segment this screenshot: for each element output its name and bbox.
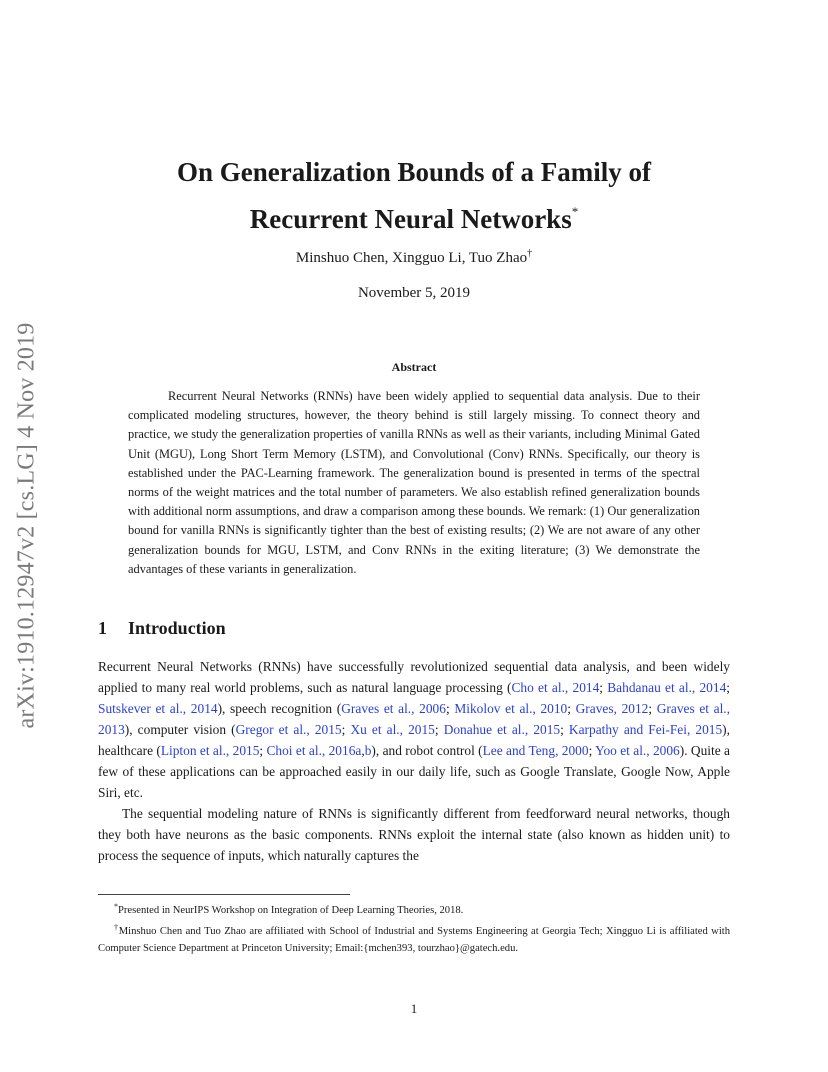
citation-link[interactable]: Gregor et al., 2015 <box>235 722 342 737</box>
citation-link[interactable]: Choi et al., 2016a <box>266 743 362 758</box>
author-list <box>98 248 730 267</box>
footnote-divider <box>98 894 350 895</box>
paragraph-2: The sequential modeling nature of RNNs is significantly different from feedforward neural networks, though they both have neurons as the basic components. RNNs exploit the internal state (also known as hidden unit) to process the sequence of inputs, which naturally captures the <box>98 806 730 863</box>
section-heading <box>98 618 226 639</box>
text-run: ; <box>434 722 444 737</box>
text-run: ; <box>560 722 569 737</box>
footnote-text: Minshuo Chen and Tuo Zhao are affiliated with School of Industrial and Systems Engineering at Georgia Tech; Xingguo Li is affiliated with Computer Science Department at Princeton University; Email:{mchen393, tourzhao}@gatech.edu. <box>98 926 731 954</box>
text-run: , <box>361 743 365 758</box>
text-run: ; <box>341 722 351 737</box>
footnote-2 <box>98 919 730 957</box>
arxiv-identifier-stamp <box>2 290 52 760</box>
paper-date: November 5, 2019 <box>357 285 471 301</box>
title-line-2 <box>98 192 730 239</box>
author-footnote-mark: † <box>527 248 533 259</box>
citation-link[interactable]: Karpathy and Fei-Fei, 2015 <box>568 722 723 737</box>
text-run: ; <box>259 743 267 758</box>
footnote-1 <box>98 898 730 919</box>
title-line-1: On Generalization Bounds of a Family of <box>176 157 652 187</box>
abstract-body: Recurrent Neural Networks (RNNs) have been widely applied to sequential data analysis. Due to their complicated modeling structures, however, the theory behind is still largely missing. To connect theory and practice, we study the generalization properties of vanilla RNNs as well as their variants, including Minimal Gated Unit (MGU), Long Short Term Memory (LSTM), and Convolutional (Conv) RNNs. Specifically, our theory is established under the PAC-Learning framework. The generalization bound is presented in terms of the spectral norms of the weight matrices and the total number of parameters. We also establish refined generalization bounds with additional norm assumptions, and draw a comparison among these bounds. We remark: (1) Our generalization bound for vanilla RNNs is significantly tighter than the best of existing results; (2) We are not aware of any other generalization bounds for MGU, LSTM, and Conv RNNs in the exiting literature; (3) We demonstrate the advantages of these variants in generalization. <box>128 389 700 576</box>
citation-link[interactable]: Graves et al., 2006 <box>341 701 446 716</box>
footnote-mark: † <box>114 923 119 932</box>
citation-link[interactable]: Graves et al., 2013 <box>98 701 731 737</box>
text-run: ), and robot control ( <box>371 743 483 758</box>
text-run: ), computer vision ( <box>124 722 236 737</box>
section-title: Introduction <box>128 618 226 638</box>
text-run: ; <box>588 743 596 758</box>
citation-link[interactable]: Lipton et al., 2015 <box>160 743 260 758</box>
footnotes <box>98 898 730 957</box>
citation-link[interactable]: Lee and Teng, 2000 <box>482 743 589 758</box>
author-names: Minshuo Chen, Xingguo Li, Tuo Zhao <box>295 250 528 266</box>
citation-link[interactable]: Sutskever et al., 2014 <box>98 701 218 716</box>
citation-link[interactable]: Mikolov et al., 2010 <box>454 701 568 716</box>
citation-link[interactable]: Graves, 2012 <box>575 701 649 716</box>
abstract-heading: Abstract <box>391 360 437 374</box>
page-number: 1 <box>410 1001 418 1016</box>
title-footnote-mark: * <box>571 204 579 219</box>
citation-link[interactable]: Bahdanau et al., 2014 <box>607 680 727 695</box>
introduction-body <box>98 656 730 866</box>
paragraph-1 <box>98 656 730 803</box>
citation-link[interactable]: Xu et al., 2015 <box>350 722 435 737</box>
citation-link[interactable]: Cho et al., 2014 <box>511 680 600 695</box>
title-line-2-text: Recurrent Neural Networks <box>249 204 572 234</box>
text-run: ; <box>445 701 455 716</box>
text-run: ; <box>648 701 657 716</box>
text-run: ; <box>726 680 731 695</box>
footnote-mark: * <box>114 902 118 911</box>
text-run: ; <box>567 701 576 716</box>
text-run: ), speech recognition ( <box>217 701 342 716</box>
citation-link[interactable]: b <box>364 743 372 758</box>
text-run: Recurrent Neural Networks (RNNs) have successfully revolutionized sequential data analysis, and been widely applied to many real world problems, such as natural language processing ( <box>98 659 730 695</box>
section-number: 1 <box>98 618 107 638</box>
paper-title <box>98 152 730 239</box>
text-run: ). Quite a few of these applications can be approached easily in our daily life, such as Google Translate, Google Now, Apple Siri, etc. <box>98 743 730 800</box>
text-run: ), healthcare ( <box>98 722 730 758</box>
citation-link[interactable]: Donahue et al., 2015 <box>443 722 561 737</box>
footnote-text: Presented in NeurIPS Workshop on Integration of Deep Learning Theories, 2018. <box>118 905 464 916</box>
citation-link[interactable]: Yoo et al., 2006 <box>595 743 680 758</box>
arxiv-stamp-text: arXiv:1910.12947v2 [cs.LG] 4 Nov 2019 <box>13 321 40 729</box>
text-run: ; <box>599 680 608 695</box>
